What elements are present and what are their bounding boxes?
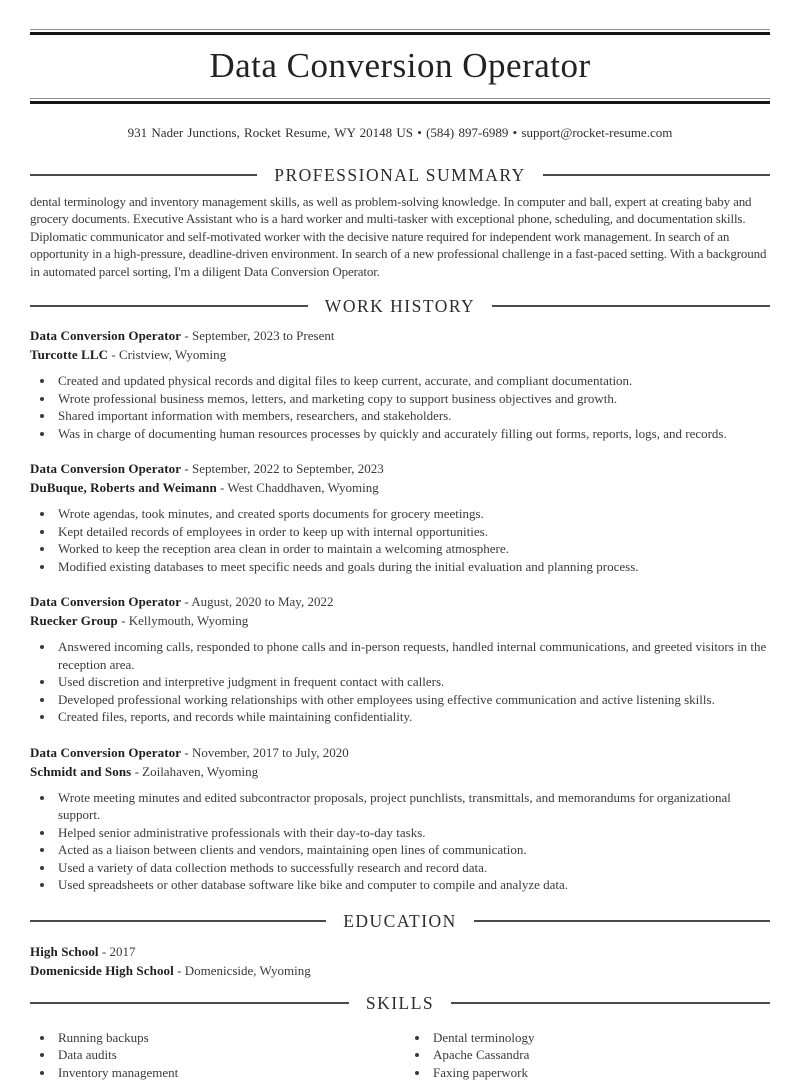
section-header-work-history bbox=[30, 296, 770, 316]
section-heading: EDUCATION bbox=[343, 911, 457, 931]
contact-line: 931 Nader Junctions, Rocket Resume, WY 20148 US • (584) 897-6989 • support@rocket-resume.com bbox=[30, 124, 770, 142]
job-company-line bbox=[30, 478, 770, 497]
job-entry bbox=[30, 326, 770, 442]
job-dates: - September, 2023 to Present bbox=[184, 328, 334, 343]
education-degree-line bbox=[30, 942, 770, 961]
job-company: Turcotte LLC bbox=[30, 347, 108, 362]
bullet-item: • Kept detailed records of employees in order to keep up with internal opportunities. bbox=[55, 523, 770, 541]
job-company: DuBuque, Roberts and Weimann bbox=[30, 480, 217, 495]
bullet-item: • Developed professional working relationships with other employees using effective communication and active listening skills. bbox=[55, 691, 770, 709]
job-company-line bbox=[30, 345, 770, 364]
title-bottom-rule bbox=[30, 98, 770, 104]
job-title: Data Conversion Operator bbox=[30, 328, 181, 343]
education-location: - Domenicside, Wyoming bbox=[177, 963, 311, 978]
skill-item: • Apache Cassandra bbox=[430, 1046, 770, 1064]
job-title: Data Conversion Operator bbox=[30, 594, 181, 609]
bullet-item: • Created files, reports, and records while maintaining confidentiality. bbox=[55, 708, 770, 726]
job-entry bbox=[30, 459, 770, 575]
bullet-item: • Worked to keep the reception area clean in order to maintain a welcoming atmosphere. bbox=[55, 540, 770, 558]
resume-page bbox=[0, 29, 800, 1081]
job-company-line bbox=[30, 762, 770, 781]
bullet-item: • Answered incoming calls, responded to phone calls and in-person requests, handled internal communications, and greeted visitors in the reception area. bbox=[55, 638, 770, 673]
bullet-item: • Shared important information with members, researchers, and stakeholders. bbox=[55, 407, 770, 425]
job-dates: - November, 2017 to July, 2020 bbox=[184, 745, 348, 760]
job-title: Data Conversion Operator bbox=[30, 461, 181, 476]
job-location: - Zoilahaven, Wyoming bbox=[135, 764, 259, 779]
job-title-line bbox=[30, 592, 770, 611]
education-degree: High School bbox=[30, 944, 99, 959]
job-bullet-list bbox=[30, 505, 770, 575]
bullet-item: • Wrote professional business memos, letters, and marketing copy to support business objectives and growth. bbox=[55, 390, 770, 408]
education-school-line bbox=[30, 961, 770, 980]
job-dates: - September, 2022 to September, 2023 bbox=[184, 461, 383, 476]
job-location: - West Chaddhaven, Wyoming bbox=[220, 480, 379, 495]
header-right-line bbox=[451, 1002, 770, 1004]
education-year: - 2017 bbox=[102, 944, 136, 959]
skills-grid bbox=[30, 1022, 770, 1081]
skill-item: • Faxing paperwork bbox=[430, 1064, 770, 1081]
job-bullet-list bbox=[30, 789, 770, 894]
job-title: Data Conversion Operator bbox=[30, 745, 181, 760]
job-bullet-list bbox=[30, 372, 770, 442]
bullet-item: • Created and updated physical records and digital files to keep current, accurate, and compliant documentation. bbox=[55, 372, 770, 390]
job-title-line bbox=[30, 459, 770, 478]
bullet-item: • Wrote meeting minutes and edited subcontractor proposals, project punchlists, transmittals, and memorandums for organizational support. bbox=[55, 789, 770, 824]
job-bullet-list bbox=[30, 638, 770, 726]
bullet-item: • Wrote agendas, took minutes, and created sports documents for grocery meetings. bbox=[55, 505, 770, 523]
bullet-item: • Was in charge of documenting human resources processes by quickly and accurately filling out forms, reports, logs, and records. bbox=[55, 425, 770, 443]
job-company: Schmidt and Sons bbox=[30, 764, 131, 779]
professional-summary-text: dental terminology and inventory management skills, as well as problem-solving knowledge. In computer and ball, expert at creating baby and grocery documents. Executive Assistant who is a hard worker and multi-tasker with exceptional phone, scheduling, and documentation skills. Diplomatic communicator and self-motivated worker with the decisive nature required for independent work management. In search of an opportunity in a high-pressure, deadline-driven environment. In search of a new professional challenge in a fast-paced setting. With a background in automated parcel sorting, I'm a diligent Data Conversion Operator. bbox=[30, 193, 770, 281]
bullet-item: • Helped senior administrative professionals with their day-to-day tasks. bbox=[55, 824, 770, 842]
header-right-line bbox=[474, 920, 770, 922]
job-location: - Cristview, Wyoming bbox=[111, 347, 226, 362]
job-dates: - August, 2020 to May, 2022 bbox=[184, 594, 333, 609]
section-heading: PROFESSIONAL SUMMARY bbox=[274, 165, 526, 185]
section-heading: SKILLS bbox=[366, 993, 434, 1013]
education-school: Domenicside High School bbox=[30, 963, 174, 978]
job-entry bbox=[30, 592, 770, 726]
skill-item: • Data audits bbox=[55, 1046, 395, 1064]
section-header-professional-summary bbox=[30, 165, 770, 185]
section-heading: WORK HISTORY bbox=[325, 296, 475, 316]
skill-item: • Dental terminology bbox=[430, 1029, 770, 1047]
bullet-item: • Used a variety of data collection methods to successfully research and record data. bbox=[55, 859, 770, 877]
title-top-rule bbox=[30, 29, 770, 35]
header-right-line bbox=[543, 174, 770, 176]
job-title-line bbox=[30, 326, 770, 345]
skill-item: • Inventory management bbox=[55, 1064, 395, 1081]
job-company: Ruecker Group bbox=[30, 613, 118, 628]
header-left-line bbox=[30, 1002, 349, 1004]
bullet-item: • Used spreadsheets or other database software like bike and computer to compile and analyze data. bbox=[55, 876, 770, 894]
section-header-skills bbox=[30, 993, 770, 1013]
bullet-item: • Modified existing databases to meet specific needs and goals during the initial evaluation and planning process. bbox=[55, 558, 770, 576]
job-company-line bbox=[30, 611, 770, 630]
skills-column-right bbox=[405, 1029, 770, 1081]
header-left-line bbox=[30, 305, 308, 307]
bullet-item: • Acted as a liaison between clients and vendors, maintaining open lines of communication. bbox=[55, 841, 770, 859]
header-right-line bbox=[492, 305, 770, 307]
page-title: Data Conversion Operator bbox=[30, 46, 770, 86]
skills-column-left bbox=[30, 1029, 395, 1081]
job-entry bbox=[30, 743, 770, 894]
header-left-line bbox=[30, 920, 326, 922]
skill-item: • Running backups bbox=[55, 1029, 395, 1047]
job-title-line bbox=[30, 743, 770, 762]
bullet-item: • Used discretion and interpretive judgment in frequent contact with callers. bbox=[55, 673, 770, 691]
header-left-line bbox=[30, 174, 257, 176]
section-header-education bbox=[30, 911, 770, 931]
job-location: - Kellymouth, Wyoming bbox=[121, 613, 248, 628]
